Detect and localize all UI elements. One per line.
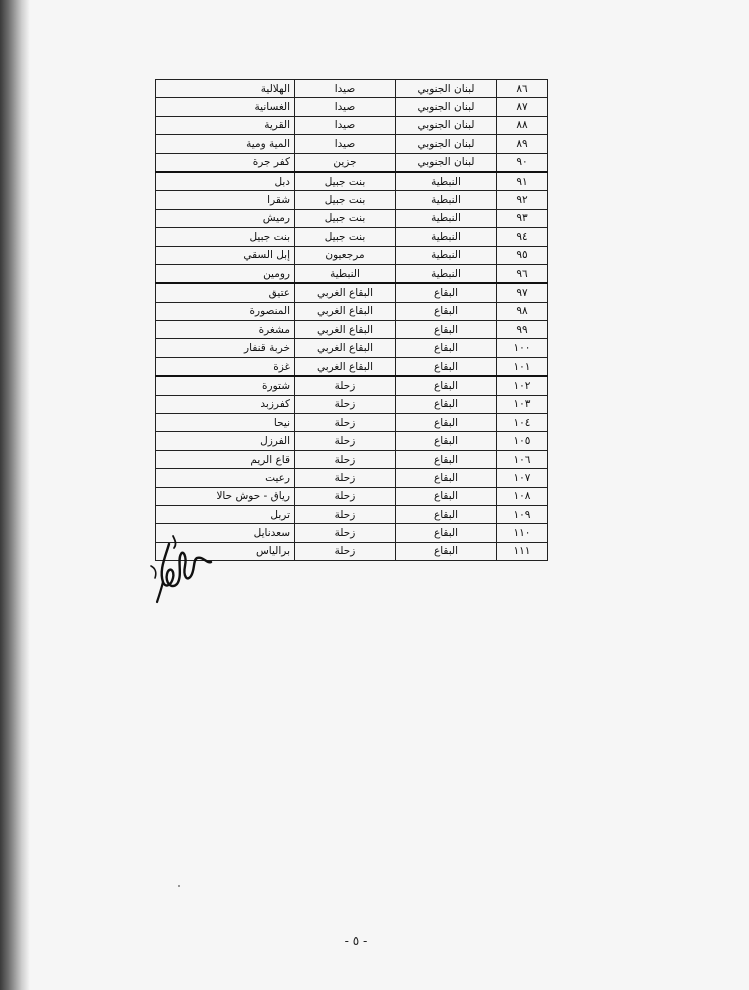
district-cell: صيدا [295,98,396,116]
governorate-cell: لبنان الجنوبي [396,153,497,172]
governorate-cell: النبطية [396,191,497,209]
district-cell: صيدا [295,80,396,98]
row-number: ١٠٠ [497,339,548,357]
row-number: ١٠٨ [497,487,548,505]
governorate-cell: النبطية [396,228,497,246]
signature-icon [147,530,217,610]
town-cell: رميش [156,209,295,227]
row-number: ١٠٩ [497,505,548,523]
district-cell: بنت جبيل [295,191,396,209]
town-cell: رومين [156,264,295,283]
table-row [156,116,548,134]
row-number: ١١١ [497,542,548,560]
table-row [156,246,548,264]
governorate-cell: لبنان الجنوبي [396,135,497,153]
table-row [156,228,548,246]
town-cell: بنت جبيل [156,228,295,246]
governorate-cell: البقاع [396,487,497,505]
governorate-cell: البقاع [396,414,497,432]
row-number: ٩٥ [497,246,548,264]
table-row [156,98,548,116]
governorate-cell: البقاع [396,339,497,357]
town-cell: كفر جرة [156,153,295,172]
table-row [156,376,548,395]
governorate-cell: البقاع [396,395,497,413]
row-number: ١٠٥ [497,432,548,450]
governorate-cell: البقاع [396,376,497,395]
row-number: ٩٧ [497,283,548,302]
row-number: ١٠٤ [497,414,548,432]
district-cell: بنت جبيل [295,172,396,191]
district-cell: جزين [295,153,396,172]
town-cell: كفرزبد [156,395,295,413]
governorate-cell: النبطية [396,246,497,264]
governorate-cell: لبنان الجنوبي [396,80,497,98]
row-number: ٩١ [497,172,548,191]
table-row [156,414,548,432]
row-number: ١٠٢ [497,376,548,395]
town-cell: المية ومية [156,135,295,153]
town-cell: المنصورة [156,302,295,320]
table-row [156,395,548,413]
table-row [156,357,548,376]
town-cell: نيحا [156,414,295,432]
town-cell: غزة [156,357,295,376]
row-number: ٩٩ [497,321,548,339]
table-row [156,283,548,302]
row-number: ٨٦ [497,80,548,98]
district-cell: بنت جبيل [295,228,396,246]
governorate-cell: النبطية [396,172,497,191]
row-number: ١١٠ [497,524,548,542]
district-cell: صيدا [295,135,396,153]
governorate-cell: البقاع [396,469,497,487]
district-cell: البقاع الغربي [295,357,396,376]
row-number: ١٠١ [497,357,548,376]
row-number: ٩٤ [497,228,548,246]
town-cell: رياق - حوش حالا [156,487,295,505]
table-row [156,302,548,320]
district-cell: البقاع الغربي [295,283,396,302]
row-number: ١٠٧ [497,469,548,487]
town-cell: القرية [156,116,295,134]
district-cell: زحلة [295,524,396,542]
town-cell: تربل [156,505,295,523]
row-number: ٩٢ [497,191,548,209]
row-number: ١٠٦ [497,450,548,468]
table-row [156,469,548,487]
table-row [156,505,548,523]
district-cell: زحلة [295,414,396,432]
governorate-cell: النبطية [396,209,497,227]
district-cell: زحلة [295,542,396,560]
district-cell: صيدا [295,116,396,134]
town-cell: إبل السقي [156,246,295,264]
town-cell: شقرا [156,191,295,209]
table-row [156,172,548,191]
row-number: ٨٨ [497,116,548,134]
district-cell: النبطية [295,264,396,283]
table-row [156,264,548,283]
table-row [156,321,548,339]
governorate-cell: البقاع [396,432,497,450]
row-number: ٩٣ [497,209,548,227]
table-row [156,80,548,98]
table-row [156,487,548,505]
town-cell: عتيق [156,283,295,302]
governorate-cell: البقاع [396,524,497,542]
table-row [156,209,548,227]
district-cell: زحلة [295,487,396,505]
district-cell: زحلة [295,505,396,523]
town-cell: رعيت [156,469,295,487]
table-row [156,339,548,357]
town-cell: سعدنايل [156,524,295,542]
towns-table [155,79,548,561]
governorate-cell: البقاع [396,505,497,523]
row-number: ٩٠ [497,153,548,172]
row-number: ٩٨ [497,302,548,320]
town-cell: شتورة [156,376,295,395]
table-row [156,153,548,172]
district-cell: البقاع الغربي [295,302,396,320]
town-cell: برالياس [156,542,295,560]
governorate-cell: البقاع [396,283,497,302]
district-cell: زحلة [295,395,396,413]
governorate-cell: البقاع [396,450,497,468]
row-number: ١٠٣ [497,395,548,413]
district-cell: البقاع الغربي [295,321,396,339]
district-cell: زحلة [295,376,396,395]
town-cell: خربة قنفار [156,339,295,357]
town-cell: قاع الريم [156,450,295,468]
scan-edge-left [0,0,30,990]
scan-speck [178,885,180,887]
towns-table-body [156,80,548,561]
row-number: ٨٧ [497,98,548,116]
district-cell: مرجعيون [295,246,396,264]
table-row [156,450,548,468]
governorate-cell: البقاع [396,302,497,320]
town-cell: الهلالية [156,80,295,98]
table-row [156,432,548,450]
governorate-cell: لبنان الجنوبي [396,98,497,116]
row-number: ٩٦ [497,264,548,283]
town-cell: دبل [156,172,295,191]
governorate-cell: النبطية [396,264,497,283]
page-number: - ٥ - [344,934,368,948]
town-cell: مشغرة [156,321,295,339]
town-cell: الغسانية [156,98,295,116]
district-cell: زحلة [295,469,396,487]
row-number: ٨٩ [497,135,548,153]
governorate-cell: البقاع [396,321,497,339]
district-cell: زحلة [295,432,396,450]
district-cell: بنت جبيل [295,209,396,227]
district-cell: البقاع الغربي [295,339,396,357]
town-cell: الفرزل [156,432,295,450]
table-row [156,135,548,153]
table-row [156,191,548,209]
governorate-cell: البقاع [396,357,497,376]
governorate-cell: البقاع [396,542,497,560]
district-cell: زحلة [295,450,396,468]
governorate-cell: لبنان الجنوبي [396,116,497,134]
